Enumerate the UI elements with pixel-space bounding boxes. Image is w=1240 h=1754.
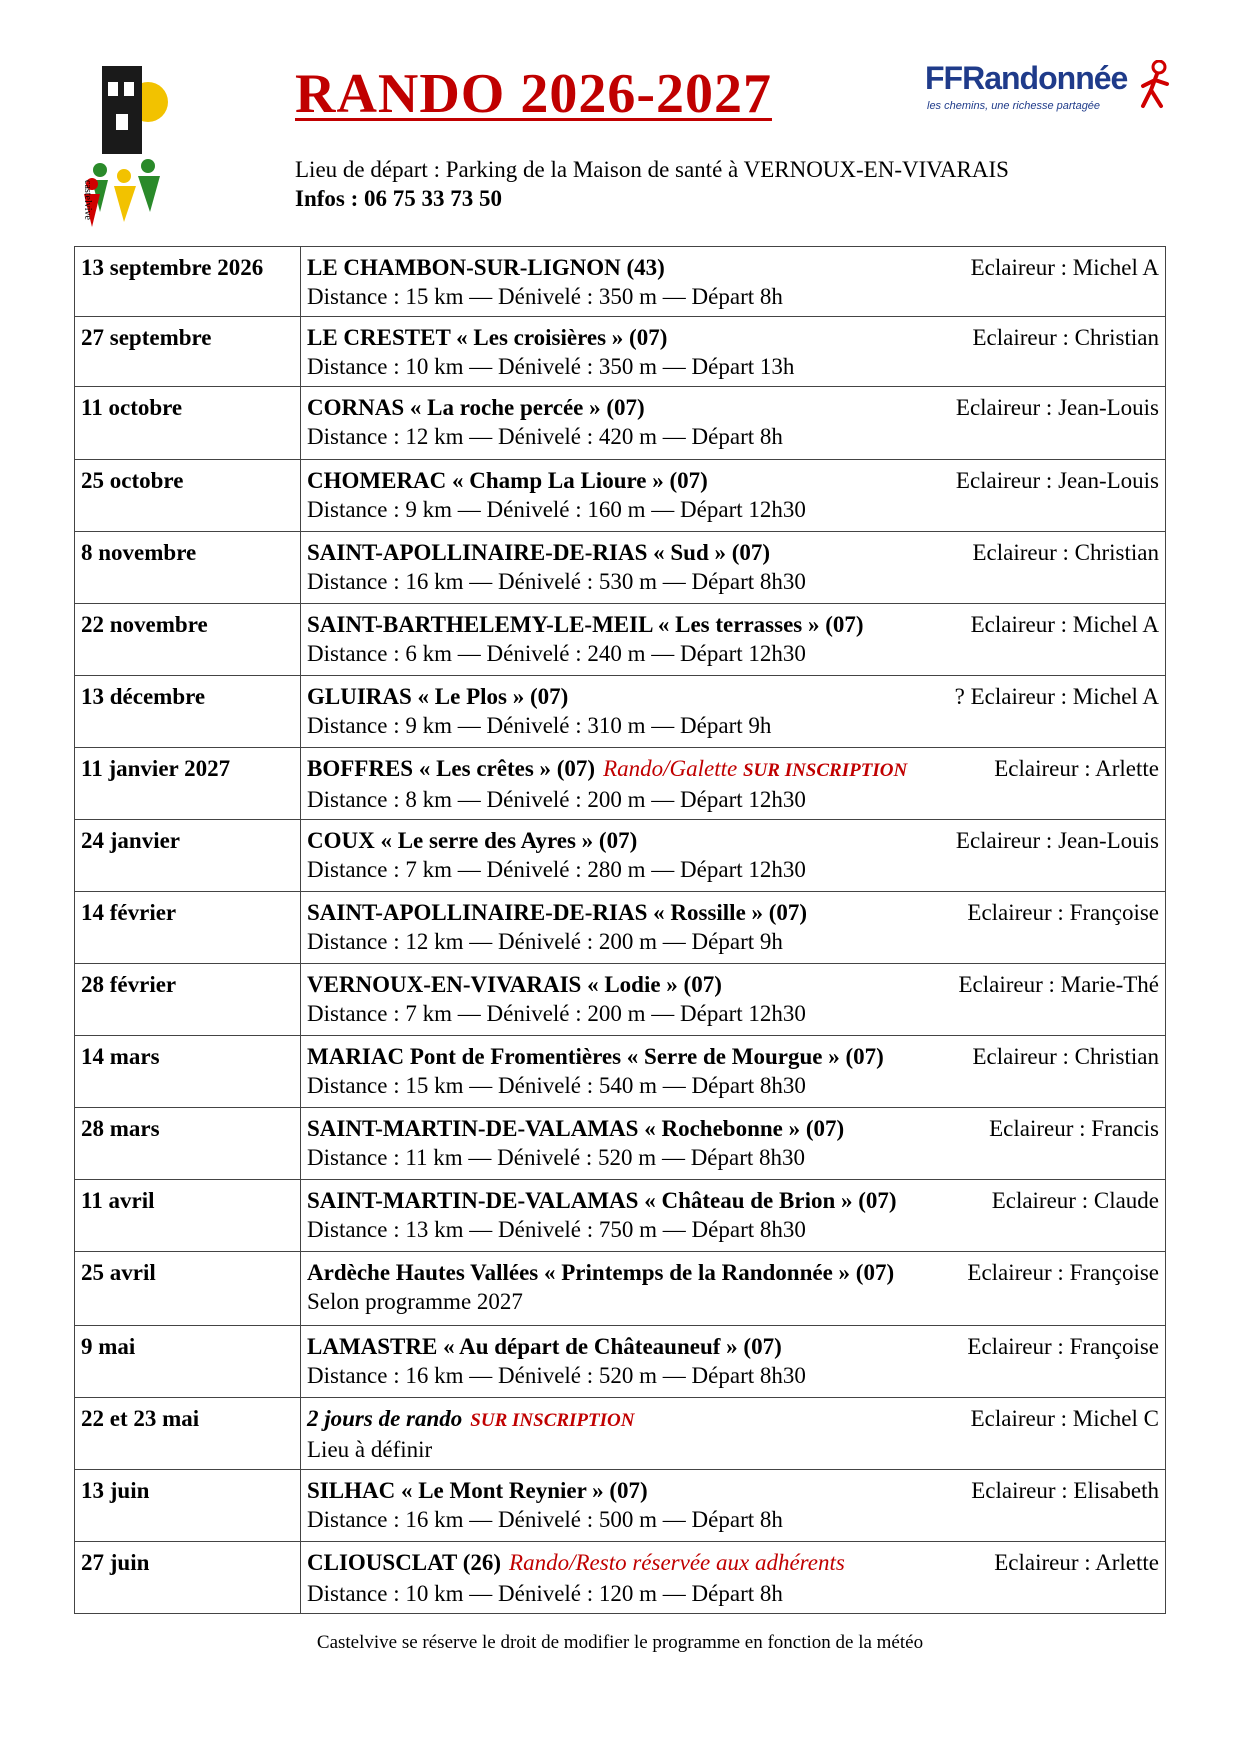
hike-detail bbox=[301, 892, 1166, 964]
hike-title-line bbox=[307, 682, 1159, 711]
hiker-icon bbox=[1137, 60, 1177, 110]
hike-place: CORNAS « La roche percée » (07) bbox=[307, 395, 645, 420]
hike-scout: Eclaireur : Jean-Louis bbox=[955, 828, 1159, 853]
table-row bbox=[75, 1326, 1166, 1398]
hike-title-group bbox=[307, 1042, 884, 1071]
hike-date: 24 janvier bbox=[75, 820, 301, 892]
table-row bbox=[75, 1108, 1166, 1180]
table-row bbox=[75, 317, 1166, 387]
hike-detail bbox=[301, 964, 1166, 1036]
hike-place: VERNOUX-EN-VIVARAIS « Lodie » (07) bbox=[307, 972, 722, 997]
hike-scout: Eclaireur : Jean-Louis bbox=[955, 395, 1159, 420]
hike-title-group bbox=[307, 323, 667, 352]
hike-title-group bbox=[307, 1332, 782, 1361]
hike-detail bbox=[301, 317, 1166, 387]
hike-place: MARIAC Pont de Fromentières « Serre de Mourgue » (07) bbox=[307, 1044, 884, 1069]
hike-title-group bbox=[307, 754, 907, 785]
hike-title-line bbox=[307, 970, 1159, 999]
hike-detail bbox=[301, 1108, 1166, 1180]
hike-title-group bbox=[307, 682, 568, 711]
hike-detail bbox=[301, 1036, 1166, 1108]
hike-title-line bbox=[307, 466, 1159, 495]
ffrandonnee-logo-tagline: les chemins, une richesse partagée bbox=[927, 100, 1101, 112]
table-row bbox=[75, 604, 1166, 676]
hike-note-registration: SUR INSCRIPTION bbox=[742, 760, 908, 781]
hike-detail bbox=[301, 1180, 1166, 1252]
hike-scout: Eclaireur : Arlette bbox=[994, 756, 1159, 781]
hike-stats: Distance : 11 km — Dénivelé : 520 m — Départ 8h30 bbox=[307, 1145, 806, 1170]
hike-title-line bbox=[307, 754, 1159, 785]
hike-stats: Distance : 10 km — Dénivelé : 120 m — Départ 8h bbox=[307, 1581, 783, 1606]
hike-scout: Eclaireur : Christian bbox=[972, 1044, 1159, 1069]
hike-date: 13 décembre bbox=[75, 676, 301, 748]
hike-place: CLIOUSCLAT (26) bbox=[307, 1550, 502, 1575]
hike-date: 28 mars bbox=[75, 1108, 301, 1180]
hike-place: COUX « Le serre des Ayres » (07) bbox=[307, 828, 638, 853]
hike-place: SAINT-MARTIN-DE-VALAMAS « Rochebonne » (07) bbox=[307, 1116, 845, 1141]
hike-note bbox=[509, 1550, 845, 1575]
hike-note-registration: SUR INSCRIPTION bbox=[470, 1410, 635, 1431]
table-row bbox=[75, 748, 1166, 820]
hike-date: 27 septembre bbox=[75, 317, 301, 387]
hike-scout: Eclaireur : Marie-Thé bbox=[958, 972, 1159, 997]
hike-scout: Eclaireur : Francis bbox=[989, 1116, 1159, 1141]
hike-scout: Eclaireur : Elisabeth bbox=[971, 1478, 1159, 1503]
hike-place: SAINT-BARTHELEMY-LE-MEIL « Les terrasses » (07) bbox=[307, 612, 864, 637]
hike-title-line bbox=[307, 1548, 1159, 1579]
ffrandonnee-logo bbox=[925, 60, 1175, 130]
hike-title-group bbox=[307, 898, 807, 927]
hike-date: 27 juin bbox=[75, 1542, 301, 1614]
table-row bbox=[75, 676, 1166, 748]
hike-title-line bbox=[307, 1114, 1159, 1143]
table-row bbox=[75, 1470, 1166, 1542]
hike-detail bbox=[301, 247, 1166, 317]
hike-detail bbox=[301, 1398, 1166, 1470]
hike-note bbox=[603, 756, 907, 781]
hike-title-group bbox=[307, 1404, 634, 1435]
hike-scout: Eclaireur : Françoise bbox=[967, 1334, 1159, 1359]
hike-title-group bbox=[307, 1114, 844, 1143]
hike-stats: Distance : 16 km — Dénivelé : 530 m — Départ 8h30 bbox=[307, 569, 806, 594]
hike-date: 14 mars bbox=[75, 1036, 301, 1108]
hike-scout: Eclaireur : Michel A bbox=[970, 612, 1159, 637]
table-row bbox=[75, 1036, 1166, 1108]
hike-stats: Distance : 6 km — Dénivelé : 240 m — Départ 12h30 bbox=[307, 641, 806, 666]
table-row bbox=[75, 892, 1166, 964]
hike-title-group bbox=[307, 466, 708, 495]
hike-detail bbox=[301, 604, 1166, 676]
hike-stats: Distance : 7 km — Dénivelé : 200 m — Départ 12h30 bbox=[307, 1001, 806, 1026]
hike-title-line bbox=[307, 393, 1159, 422]
hike-detail bbox=[301, 748, 1166, 820]
table-row bbox=[75, 387, 1166, 460]
hike-date: 13 juin bbox=[75, 1470, 301, 1542]
hike-scout: Eclaireur : Arlette bbox=[994, 1550, 1159, 1575]
hike-date: 22 novembre bbox=[75, 604, 301, 676]
hike-detail bbox=[301, 1252, 1166, 1326]
hike-title-line bbox=[307, 1258, 1159, 1287]
hike-note-text: Rando/Resto réservée aux adhérents bbox=[509, 1550, 845, 1575]
hike-scout: Eclaireur : Françoise bbox=[967, 900, 1159, 925]
table-row bbox=[75, 1252, 1166, 1326]
hike-stats: Distance : 8 km — Dénivelé : 200 m — Départ 12h30 bbox=[307, 787, 806, 812]
hike-title-line bbox=[307, 1404, 1159, 1435]
hike-title-group bbox=[307, 826, 637, 855]
hike-place: LE CRESTET « Les croisières » (07) bbox=[307, 325, 668, 350]
info-phone: Infos : 06 75 33 73 50 bbox=[295, 186, 503, 211]
hike-date: 8 novembre bbox=[75, 532, 301, 604]
hike-place: SAINT-APOLLINAIRE-DE-RIAS « Rossille » (07) bbox=[307, 900, 808, 925]
hike-date: 22 et 23 mai bbox=[75, 1398, 301, 1470]
hike-date: 25 octobre bbox=[75, 460, 301, 532]
hike-note-text: Rando/Galette bbox=[603, 756, 743, 781]
hike-date: 9 mai bbox=[75, 1326, 301, 1398]
hike-title-line bbox=[307, 1476, 1159, 1505]
hike-detail bbox=[301, 460, 1166, 532]
hike-stats: Selon programme 2027 bbox=[307, 1289, 523, 1314]
hike-schedule-table bbox=[74, 246, 1166, 1614]
hike-stats: Distance : 10 km — Dénivelé : 350 m — Départ 13h bbox=[307, 354, 795, 379]
hike-date: 11 octobre bbox=[75, 387, 301, 460]
hike-scout: Eclaireur : Claude bbox=[991, 1188, 1159, 1213]
hike-stats: Distance : 7 km — Dénivelé : 280 m — Départ 12h30 bbox=[307, 857, 806, 882]
hike-stats: Distance : 13 km — Dénivelé : 750 m — Départ 8h30 bbox=[307, 1217, 806, 1242]
hike-title-line bbox=[307, 538, 1159, 567]
hike-scout: ? Eclaireur : Michel A bbox=[954, 684, 1159, 709]
hike-date: 25 avril bbox=[75, 1252, 301, 1326]
footer-note: Castelvive se réserve le droit de modifier le programme en fonction de la météo bbox=[316, 1632, 924, 1653]
hike-detail bbox=[301, 1326, 1166, 1398]
hike-title-group bbox=[307, 393, 645, 422]
hike-date: 13 septembre 2026 bbox=[75, 247, 301, 317]
hike-date: 28 février bbox=[75, 964, 301, 1036]
departure-text: Lieu de départ : Parking de la Maison de santé à VERNOUX-EN-VIVARAIS bbox=[295, 157, 1009, 182]
hike-stats: Distance : 16 km — Dénivelé : 520 m — Départ 8h30 bbox=[307, 1363, 806, 1388]
castelvive-logo-text: castelvive bbox=[82, 180, 93, 220]
hike-title-line bbox=[307, 610, 1159, 639]
hike-detail bbox=[301, 676, 1166, 748]
hike-stats: Distance : 16 km — Dénivelé : 500 m — Départ 8h bbox=[307, 1507, 783, 1532]
hike-title-group bbox=[307, 610, 864, 639]
hike-stats: Distance : 12 km — Dénivelé : 200 m — Départ 9h bbox=[307, 929, 783, 954]
hike-stats: Distance : 9 km — Dénivelé : 310 m — Départ 9h bbox=[307, 713, 772, 738]
hike-stats: Distance : 9 km — Dénivelé : 160 m — Départ 12h30 bbox=[307, 497, 806, 522]
hike-scout: Eclaireur : Michel C bbox=[970, 1406, 1159, 1431]
hike-place: 2 jours de rando bbox=[307, 1406, 463, 1431]
hike-scout: Eclaireur : Michel A bbox=[970, 255, 1159, 280]
table-row bbox=[75, 532, 1166, 604]
hike-place: SILHAC « Le Mont Reynier » (07) bbox=[307, 1478, 648, 1503]
hike-place: LE CHAMBON-SUR-LIGNON (43) bbox=[307, 255, 665, 280]
hike-title-group bbox=[307, 538, 770, 567]
table-row bbox=[75, 460, 1166, 532]
hike-stats: Distance : 12 km — Dénivelé : 420 m — Départ 8h bbox=[307, 424, 783, 449]
ffrandonnee-logo-text: FFRandonnée bbox=[925, 60, 1128, 96]
table-row bbox=[75, 1398, 1166, 1470]
hike-title-line bbox=[307, 1186, 1159, 1215]
castelvive-logo bbox=[78, 62, 178, 232]
hike-title-line bbox=[307, 1332, 1159, 1361]
hike-title-group bbox=[307, 970, 722, 999]
hike-detail bbox=[301, 820, 1166, 892]
hike-place: GLUIRAS « Le Plos » (07) bbox=[307, 684, 569, 709]
hike-title-line bbox=[307, 826, 1159, 855]
hike-scout: Eclaireur : Françoise bbox=[967, 1260, 1159, 1285]
hike-place: SAINT-MARTIN-DE-VALAMAS « Château de Brion » (07) bbox=[307, 1188, 897, 1213]
hike-stats: Distance : 15 km — Dénivelé : 540 m — Départ 8h30 bbox=[307, 1073, 806, 1098]
table-row bbox=[75, 247, 1166, 317]
hike-title-group bbox=[307, 1258, 894, 1287]
hike-stats: Distance : 15 km — Dénivelé : 350 m — Départ 8h bbox=[307, 284, 783, 309]
hike-date: 11 avril bbox=[75, 1180, 301, 1252]
table-row bbox=[75, 1542, 1166, 1614]
hike-place: LAMASTRE « Au départ de Châteauneuf » (07) bbox=[307, 1334, 782, 1359]
table-row bbox=[75, 964, 1166, 1036]
hike-detail bbox=[301, 532, 1166, 604]
hike-title-line bbox=[307, 253, 1159, 282]
table-row bbox=[75, 820, 1166, 892]
hike-title-line bbox=[307, 898, 1159, 927]
hike-place: BOFFRES « Les crêtes » (07) bbox=[307, 756, 596, 781]
hike-title-line bbox=[307, 323, 1159, 352]
hike-date: 11 janvier 2027 bbox=[75, 748, 301, 820]
hike-title-group bbox=[307, 1548, 845, 1579]
hike-title-line bbox=[307, 1042, 1159, 1071]
hike-place: Ardèche Hautes Vallées « Printemps de la Randonnée » (07) bbox=[307, 1260, 895, 1285]
hike-note bbox=[470, 1406, 634, 1431]
hike-title-group bbox=[307, 1476, 648, 1505]
hike-place: SAINT-APOLLINAIRE-DE-RIAS « Sud » (07) bbox=[307, 540, 771, 565]
hike-scout: Eclaireur : Christian bbox=[972, 540, 1159, 565]
hike-detail bbox=[301, 387, 1166, 460]
hike-scout: Eclaireur : Christian bbox=[972, 325, 1159, 350]
hike-detail bbox=[301, 1542, 1166, 1614]
hike-title-group bbox=[307, 253, 665, 282]
page-title: RANDO 2026-2027 bbox=[295, 63, 772, 125]
hike-date: 14 février bbox=[75, 892, 301, 964]
hike-stats: Lieu à définir bbox=[307, 1437, 433, 1462]
hike-place: CHOMERAC « Champ La Lioure » (07) bbox=[307, 468, 708, 493]
table-row bbox=[75, 1180, 1166, 1252]
hike-scout: Eclaireur : Jean-Louis bbox=[955, 468, 1159, 493]
departure-info bbox=[295, 155, 1009, 213]
hike-detail bbox=[301, 1470, 1166, 1542]
hike-title-group bbox=[307, 1186, 897, 1215]
